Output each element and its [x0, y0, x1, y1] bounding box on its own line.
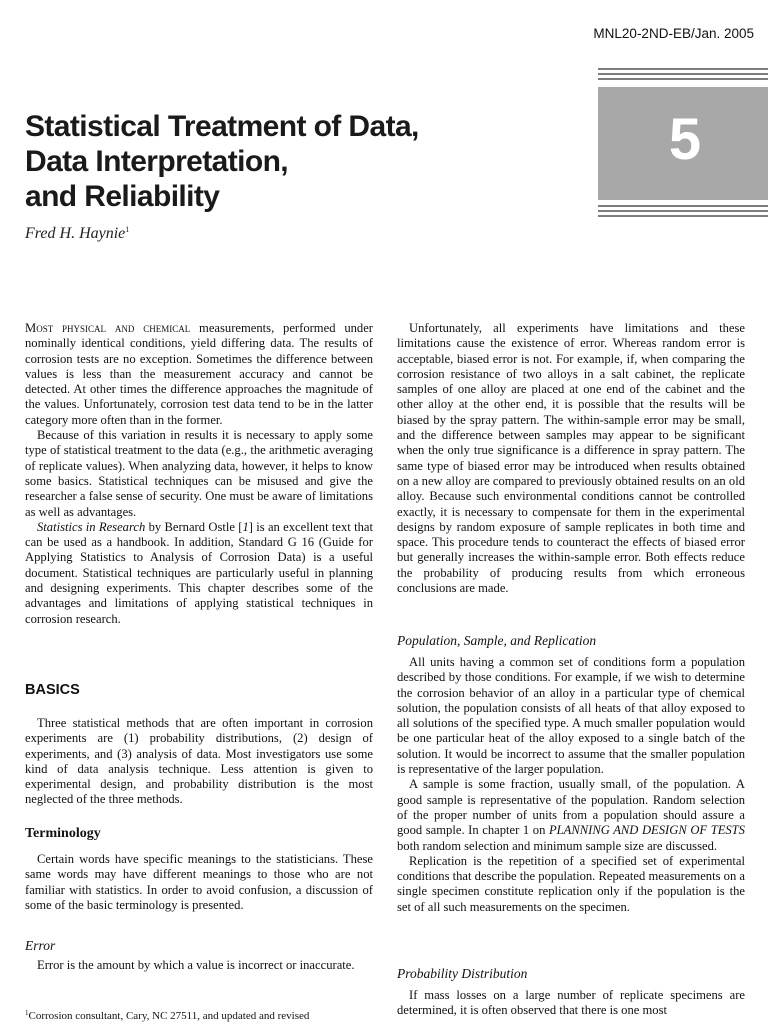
- basics-text: [25, 716, 373, 808]
- subsection-heading-population: Population, Sample, and Replication: [397, 633, 597, 648]
- error-discussion-column: [397, 321, 745, 596]
- chapter-reference[interactable]: PLANNING AND DESIGN OF TESTS: [548, 823, 745, 838]
- paragraph: Because of this variation in results it is necessary to apply some type of statistical treatment to the data (e.g., the arithmetic averaging of replicate values). When analyzing data, however, it helps to know some basics. Statistical techniques can be misused and give the researcher a false sense of security. One must be aware of limitations as well as advantages.: [25, 428, 373, 519]
- chapter-rule-bottom: [598, 205, 768, 220]
- chapter-title-line: Data Interpretation,: [25, 145, 289, 178]
- subsection-heading-error: Error: [25, 938, 56, 953]
- chapter-title-line: and Reliability: [25, 180, 220, 213]
- error-text: [25, 958, 373, 973]
- intro-column: [25, 321, 373, 627]
- chapter-number: 5: [668, 107, 702, 172]
- paragraph: Three statistical methods that are often important in corrosion experiments are (1) probability distributions, (2) design of experiments, and (3) analysis of data. Most investigators use some kind of data analysis technique. Less attention is given to experimental design, and probability distribution is the most neglected of the three methods.: [25, 716, 373, 807]
- chapter-title-line: Statistical Treatment of Data,: [25, 110, 419, 143]
- subsection-heading-probability: Probability Distribution: [397, 966, 528, 981]
- section-heading-basics: BASICS: [25, 682, 80, 698]
- paragraph: If mass losses on a large number of replicate specimens are determined, it is often observed that there is one most: [397, 988, 745, 1018]
- chapter-rule-top: [598, 68, 768, 83]
- paragraph: Statistics in Research by Bernard Ostle [1] is an excellent text that can be used as a handbook. In addition, Standard G 16 (Guide for Applying Statistics to Analysis of Corrosion Data) is a useful document. Statistical techniques are particularly useful in planning and designing experiments. This chapter describes some of the advantages and limitations of applying statistical techniques in corrosion research.: [25, 519, 373, 626]
- paragraph: All units having a common set of conditions form a population described by those conditions. For example, if we wish to determine the corrosion behavior of an alloy in a particular type of chemical solution, the population consists of all heats of that alloy exposed to all solutions of the specified type. A much smaller population would be one particular heat of the alloy exposed to a single batch of the solution. It would be incorrect to assume that the smaller population is representative of the larger population.: [397, 655, 745, 777]
- chapter-number-box: [598, 87, 768, 200]
- probability-text: [397, 988, 745, 1019]
- author-name: Fred H. Haynie$^1$: [25, 225, 130, 242]
- paragraph: Replication is the repetition of a specified set of experimental conditions that describe the population. Repeated measurements on a single specimen constitute replication only if the population is the set of all such measurements on the specimen.: [397, 853, 745, 914]
- terminology-text: [25, 852, 373, 913]
- citation-ref[interactable]: 1: [242, 519, 249, 534]
- document-id: MNL20-2ND-EB/Jan. 2005: [593, 26, 754, 41]
- chapter-title: [25, 109, 545, 214]
- paragraph: Error is the amount by which a value is incorrect or inaccurate.: [37, 958, 355, 972]
- footnote: $^1$Corrosion consultant, Cary, NC 27511, and updated and revised: [25, 1009, 310, 1022]
- subsection-heading-terminology: Terminology: [25, 826, 101, 841]
- footnote-marker[interactable]: 1: [125, 225, 130, 234]
- book-title: Statistics in Research: [37, 519, 146, 534]
- paragraph: A sample is some fraction, usually small, of the population. A good sample is representative of the population. Random selection of the proper number of units from a population should assure a good sample. In chapter 1 on PLANNING AND DESIGN OF TESTS both random selection and minimum sample size are discussed.: [397, 777, 745, 853]
- population-text: [397, 655, 745, 915]
- paragraph: Unfortunately, all experiments have limitations and these limitations cause the existence of error. Whereas random error is acceptable, biased error is not. For example, if, when comparing the corrosion resistance of two alloys in a salt cabinet, the replicate samples of one alloy are placed at one end of the cabinet and the other alloy at the other end, it is possible that the results will be biased by the spray pattern. The within-sample error may be small, and the difference between samples may appear to be significant when the only true significance is a difference in spray pattern. The same type of biased error may be introduced when results obtained on a new alloy are compared to previously obtained results on an old alloy. Because such environmental conditions cannot be controlled exactly, it is necessary to compensate for them in the experimental designs by random exposure of sample replicates in both time and space. This procedure tends to counteract the effects of biased error but generally increases the within-sample error. Both effects reduce the probability of producing results from which erroneous conclusions are made.: [397, 321, 745, 596]
- paragraph: Certain words have specific meanings to the statisticians. These same words may have different meanings to those who are not familiar with statistics. In order to avoid confusion, a discussion of some of the basic terminology is presented.: [25, 852, 373, 912]
- paragraph: Most physical and chemical measurements, performed under nominally identical conditions, yield differing data. The results of corrosion tests are no exception. Sometimes the difference between values is less than the measurement accuracy and cannot be detected. At other times the difference approaches the magnitude of the values. Unfortunately, corrosion test data tend to be in the latter category more often than in the former.: [25, 321, 373, 427]
